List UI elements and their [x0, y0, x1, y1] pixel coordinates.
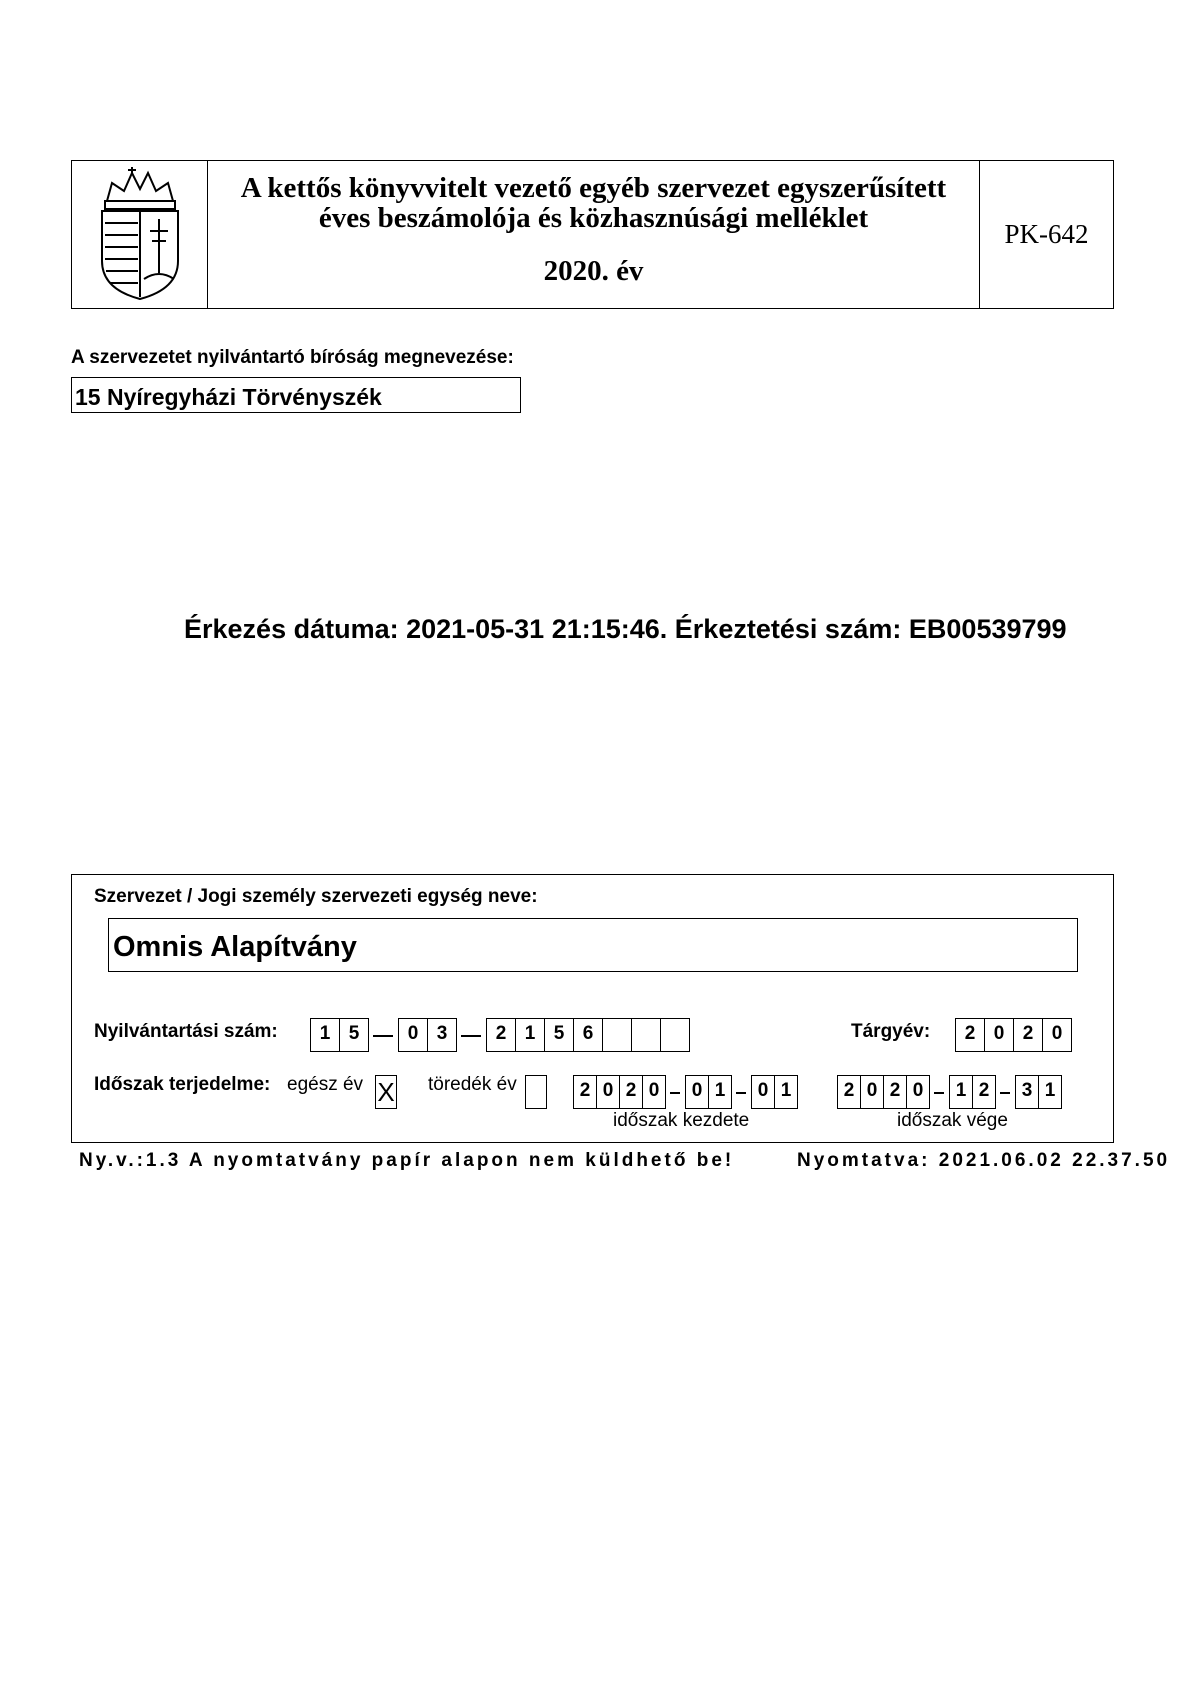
period-start-label: időszak kezdete [613, 1110, 750, 1131]
separator-dash [736, 1092, 746, 1094]
digit-box[interactable]: 0 [596, 1075, 620, 1109]
separator-dash [670, 1092, 680, 1094]
hungarian-coat-of-arms-icon [72, 161, 208, 307]
partial-year-label: töredék év [428, 1074, 517, 1095]
form-header [71, 160, 1114, 309]
digit-box[interactable]: 5 [544, 1018, 574, 1052]
digit-box[interactable]: 2 [972, 1075, 996, 1109]
separator-dash [461, 1035, 481, 1037]
form-title-line2: éves beszámolója és közhasznúsági melléklet [318, 202, 869, 234]
digit-box[interactable] [660, 1018, 690, 1052]
title-cell [208, 161, 980, 308]
digit-box[interactable]: 2 [619, 1075, 643, 1109]
whole-year-label: egész év [287, 1074, 364, 1095]
digit-box[interactable]: 1 [708, 1075, 732, 1109]
target-year-label: Tárgyév: [851, 1021, 931, 1042]
digit-box[interactable]: 6 [573, 1018, 603, 1052]
reg-number-label: Nyilvántartási szám: [94, 1021, 278, 1042]
org-name-field[interactable]: Omnis Alapítvány [108, 918, 1078, 972]
digit-box[interactable]: 1 [774, 1075, 798, 1109]
period-label: Időszak terjedelme: [94, 1074, 271, 1095]
digit-box[interactable]: 0 [984, 1018, 1014, 1052]
digit-box[interactable]: 1 [515, 1018, 545, 1052]
digit-box[interactable]: 0 [685, 1075, 709, 1109]
digit-box[interactable]: 2 [573, 1075, 597, 1109]
digit-box[interactable]: 2 [883, 1075, 907, 1109]
digit-box[interactable]: 3 [1015, 1075, 1039, 1109]
form-year: 2020. év [543, 255, 644, 287]
digit-box[interactable] [602, 1018, 632, 1052]
period-end-label: időszak vége [897, 1110, 1008, 1131]
digit-box[interactable]: 1 [1038, 1075, 1062, 1109]
digit-box[interactable]: 0 [642, 1075, 666, 1109]
separator-dash [1000, 1092, 1010, 1094]
print-timestamp: Nyomtatva: 2021.06.02 22.37.50 [797, 1150, 1171, 1171]
digit-box[interactable]: 1 [949, 1075, 973, 1109]
partial-year-checkbox[interactable] [525, 1075, 547, 1109]
digit-box[interactable]: 0 [1042, 1018, 1072, 1052]
digit-box[interactable]: 0 [906, 1075, 930, 1109]
digit-box[interactable]: 0 [860, 1075, 884, 1109]
digit-box[interactable]: 2 [1013, 1018, 1043, 1052]
digit-box[interactable] [631, 1018, 661, 1052]
digit-box[interactable]: 3 [427, 1018, 457, 1052]
form-title-line1: A kettős könyvvitelt vezető egyéb szervezet egyszerűsített [240, 172, 947, 204]
logo-cell [72, 161, 208, 308]
separator-dash [934, 1092, 944, 1094]
form-code: PK-642 [1004, 219, 1089, 249]
whole-year-checkbox[interactable]: X [375, 1075, 397, 1109]
digit-box[interactable]: 0 [751, 1075, 775, 1109]
footer-note: Ny.v.:1.3 A nyomtatvány papír alapon nem küldhető be! [79, 1150, 735, 1171]
org-name-label: Szervezet / Jogi személy szervezeti egység neve: [94, 886, 538, 907]
digit-box[interactable]: 2 [955, 1018, 985, 1052]
digit-box[interactable]: 2 [837, 1075, 861, 1109]
court-field[interactable]: 15 Nyíregyházi Törvényszék [71, 377, 521, 413]
digit-box[interactable]: 2 [486, 1018, 516, 1052]
digit-box[interactable]: 0 [398, 1018, 428, 1052]
digit-box[interactable]: 1 [310, 1018, 340, 1052]
arrival-info: Érkezés dátuma: 2021-05-31 21:15:46. Érkeztetési szám: EB00539799 [184, 614, 1067, 644]
digit-box[interactable]: 5 [339, 1018, 369, 1052]
separator-dash [373, 1035, 393, 1037]
court-label: A szervezetet nyilvántartó bíróság megnevezése: [71, 347, 514, 368]
